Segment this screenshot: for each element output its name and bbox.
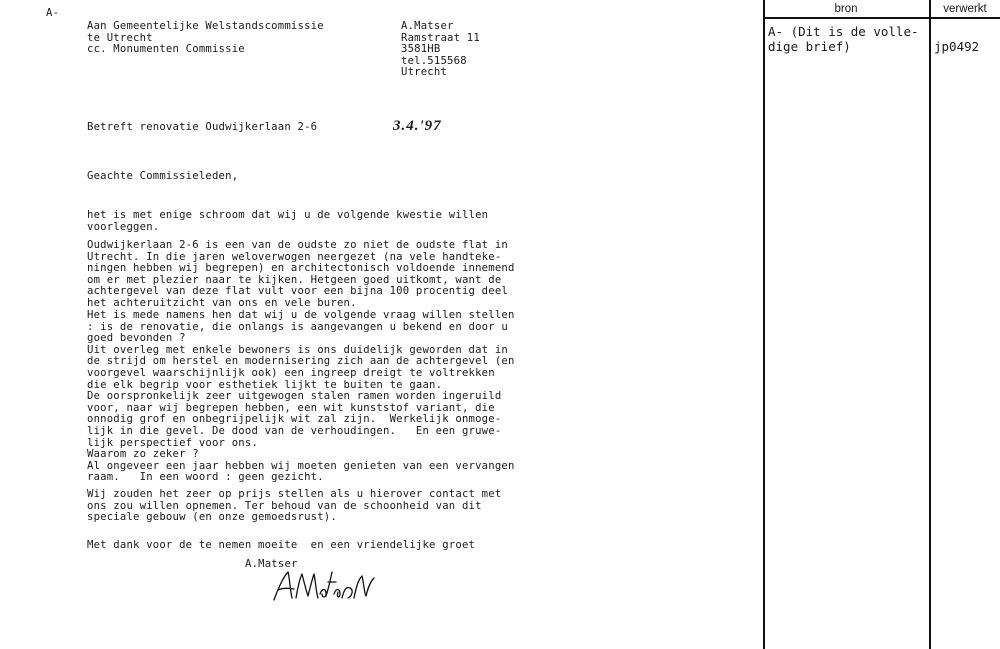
body-line: de strijd om herstel en modernisering zich aan de achtergevel (en <box>87 355 515 368</box>
sender-block <box>401 21 480 79</box>
table-divider-left <box>763 0 765 649</box>
body-line: Waarom zo zeker ? <box>87 448 199 461</box>
table-note-verwerkt: jp0492 <box>934 39 980 54</box>
body-line: Uit overleg met enkele bewoners is ons duidelijk geworden dat in <box>87 343 508 356</box>
body-line: Met dank voor de te nemen moeite en een vriendelijke groet <box>87 539 476 551</box>
note-line: A- (Dit is de volle- <box>768 24 919 39</box>
body-line: om er met plezier naar te kijken. Hetgeen goed uitkomt, want de <box>87 273 502 286</box>
salutation: Geachte Commissieleden, <box>87 170 239 182</box>
body-line: : is de renovatie, die onlangs is aangevangen u bekend en door u <box>87 320 508 333</box>
body-line: Utrecht. In die jaren weloverwogen neergezet (na vele handteke- <box>87 250 502 263</box>
recipient-line: Aan Gemeentelijke Welstandscommissie <box>87 20 324 32</box>
body-line: het is met enige schroom dat wij u de volgende kwestie willen <box>87 209 489 221</box>
body-line: lijk perspectief voor ons. <box>87 436 259 449</box>
body-line: ons zou willen opnemen. Ter behoud van de schoonheid van dit <box>87 499 482 512</box>
body-line: voor, naar wij begrepen hebben, een wit kunststof variant, die <box>87 401 495 414</box>
table-header-rule <box>763 17 1000 19</box>
table-header-bron: bron <box>834 3 858 15</box>
sender-line: Utrecht <box>401 66 448 79</box>
signoff-name: A.Matser <box>245 558 298 570</box>
body-line: Het is mede namens hen dat wij u de volgende vraag willen stellen <box>87 309 515 321</box>
margin-mark: A- <box>46 7 60 19</box>
body-line: raam. In een woord : geen gezicht. <box>87 471 324 484</box>
table-note-bron <box>768 24 919 54</box>
handwritten-signature <box>268 568 388 604</box>
body-line: Oudwijkerlaan 2-6 is een van de oudste zo niet de oudste flat in <box>87 239 508 251</box>
body-paragraph-4 <box>87 489 507 524</box>
body-line: speciale gebouw (en onze gemoedsrust). <box>87 511 337 524</box>
body-line: voorleggen. <box>87 220 160 233</box>
sender-line: tel.515568 <box>401 54 467 67</box>
body-line: Al ongeveer een jaar hebben wij moeten genieten van een vervangen <box>87 459 515 472</box>
body-line: voorgevel waarschijnlijk ook) een ingreep dreigt te voltrekken <box>87 366 495 379</box>
recipient-line: cc. Monumenten Commissie <box>87 43 245 56</box>
body-line: onnodig grof en onbegrijpelijk wit zal zijn. Werkelijk onmoge- <box>87 413 502 426</box>
note-line: dige brief) <box>768 39 851 54</box>
body-line: achtergevel van deze flat vult voor een bijna 100 procentig deel <box>87 285 508 298</box>
body-line: goed bevonden ? <box>87 332 186 345</box>
body-line: Wij zouden het zeer op prijs stellen als u hierover contact met <box>87 488 502 500</box>
sender-line: 3581HB <box>401 43 441 56</box>
body-line: het achteruitzicht van ons en vele buren. <box>87 296 357 309</box>
body-line: De oorspronkelijk zeer uitgewogen stalen ramen worden ingeruild <box>87 390 502 403</box>
handwritten-date: 3.4.'97 <box>393 118 442 134</box>
closing-line <box>87 540 507 552</box>
body-paragraph-2 <box>87 239 515 310</box>
recipient-line: te Utrecht <box>87 31 153 44</box>
table-divider-middle <box>929 0 931 649</box>
body-paragraph-1 <box>87 210 507 233</box>
body-line: die elk begrip voor esthetiek lijkt te buiten te gaan. <box>87 378 443 391</box>
body-line: ningen hebben wij begrepen) en architectonisch voldoende innemend <box>87 262 515 275</box>
sender-line: A.Matser <box>401 20 454 32</box>
body-line: lijk in die gevel. De dood van de verhoudingen. En een gruwe- <box>87 424 502 437</box>
sender-line: Ramstraat 11 <box>401 31 480 44</box>
body-paragraph-3 <box>87 309 515 484</box>
table-header-verwerkt: verwerkt <box>943 3 987 15</box>
subject-line: Betreft renovatie Oudwijkerlaan 2-6 <box>87 121 318 133</box>
